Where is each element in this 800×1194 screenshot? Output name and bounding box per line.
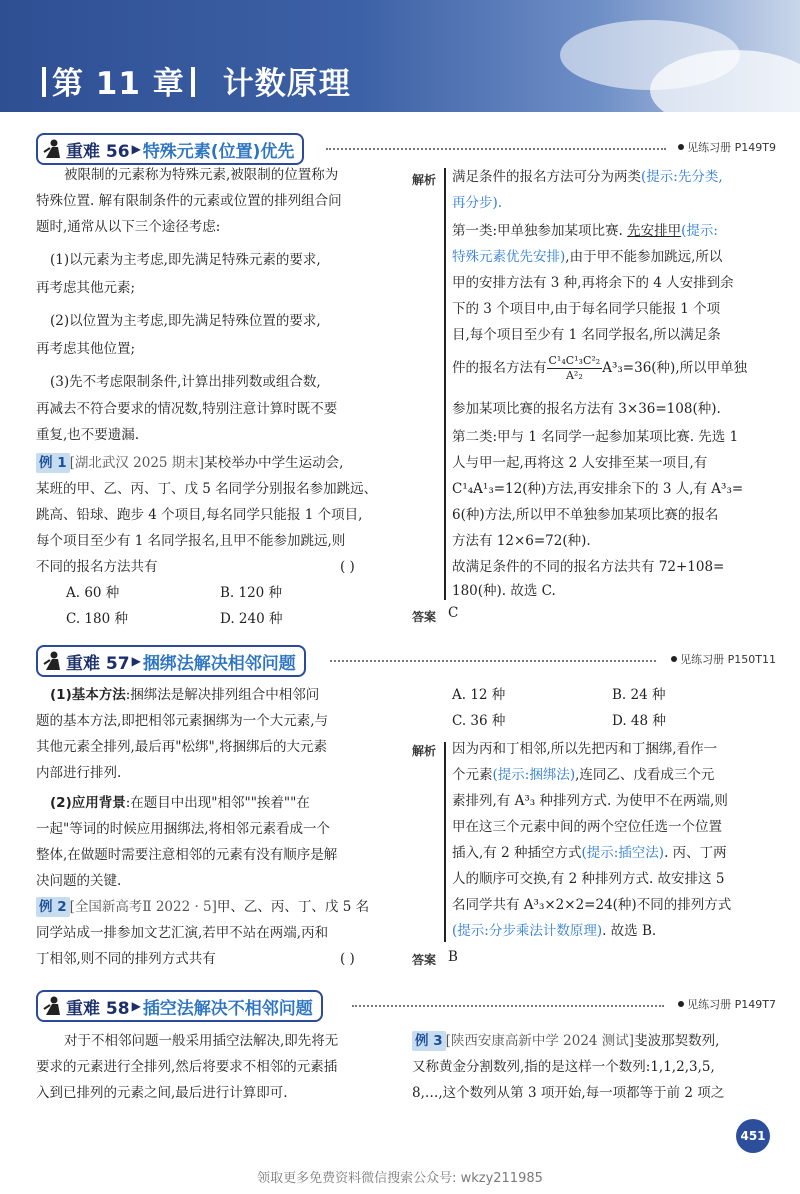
workbook-reference: 见练习册 P149T9 bbox=[678, 139, 776, 155]
text-line: (2)应用背景:在题目中出现"相邻""挨着""在 bbox=[50, 795, 310, 811]
section-title-pill: 重难 58 ▶ 插空法解决不相邻问题 bbox=[36, 990, 323, 1022]
text-line: 再减去不符合要求的情况数,特别注意计算时既不要 bbox=[36, 401, 338, 417]
text-line: 再考虑其他位置; bbox=[36, 341, 136, 357]
text-line: 题的基本方法,即把相邻元素捆绑为一个大元素,与 bbox=[36, 713, 329, 729]
hint-text: (提示:插空法) bbox=[581, 845, 665, 861]
option-a: A. 12 种 bbox=[452, 687, 506, 703]
option-c: C. 180 种 bbox=[66, 611, 128, 627]
hint-text: (提示:捆绑法) bbox=[492, 767, 576, 783]
text-line: 决问题的关键. bbox=[36, 873, 122, 889]
example-tag: 例 3 bbox=[412, 1031, 446, 1051]
footer-watermark: 领取更多免费资料微信搜索公众号: wkzy211985 bbox=[257, 1171, 543, 1186]
chapter-banner bbox=[0, 0, 800, 112]
pencil-figure-icon bbox=[42, 995, 62, 1017]
text-line: 不同的报名方法共有 bbox=[36, 559, 158, 575]
solution-line: 目,每个项目至少有 1 名同学报名,所以满足条 bbox=[452, 327, 721, 343]
section-number: 重难 56 bbox=[66, 141, 130, 162]
example-source: [陕西安康高新中学 2024 测试] bbox=[445, 1033, 635, 1049]
analysis-label: 解析 bbox=[412, 173, 437, 187]
example-source: [全国新高考Ⅱ 2022 · 5] bbox=[69, 899, 217, 915]
text-line: 8,…,这个数列从第 3 项开始,每一项都等于前 2 项之 bbox=[412, 1085, 725, 1101]
answer-paren: ( ) bbox=[340, 559, 355, 575]
section-header-56 bbox=[36, 133, 776, 165]
answer-value: B bbox=[448, 949, 458, 965]
solution-line: 180(种). 故选 C. bbox=[452, 583, 556, 599]
option-c: C. 36 种 bbox=[452, 713, 506, 729]
text-line: 每个项目至少有 1 名同学报名,且甲不能参加跳远,则 bbox=[36, 533, 346, 549]
option-d: D. 240 种 bbox=[220, 611, 283, 627]
section-number: 重难 57 bbox=[66, 653, 130, 674]
solution-line: 故满足条件的不同的报名方法共有 72+108= bbox=[452, 559, 725, 575]
text-line: 入到已排列的元素之间,最后进行计算即可. bbox=[36, 1085, 288, 1101]
solution-line: (提示:分步乘法计数原理). 故选 B. bbox=[452, 923, 657, 939]
solution-line: 素排列,有 A³₃ 种排列方式. 为使甲不在两端,则 bbox=[452, 793, 728, 809]
text-line: 特殊位置. 解有限制条件的元素或位置的排列组合问 bbox=[36, 193, 342, 209]
solution-line: C¹₄A¹₃=12(种)方法,再安排余下的 3 人,有 A³₃= bbox=[452, 481, 744, 497]
answer-label: 答案 bbox=[412, 953, 437, 967]
solution-line: 名同学共有 A³₃×2×2=24(种)不同的排列方式 bbox=[452, 897, 732, 913]
solution-line: 甲的安排方法有 3 种,再将余下的 4 人安排到余 bbox=[452, 275, 734, 291]
solution-line: 特殊元素优先安排),由于甲不能参加跳远,所以 bbox=[452, 249, 723, 265]
solution-divider bbox=[444, 742, 446, 942]
hint-text: (提示:分步乘法计数原理) bbox=[452, 923, 603, 939]
section-title: 特殊元素(位置)优先 bbox=[142, 141, 295, 162]
example-tag: 例 1 bbox=[36, 453, 70, 473]
answer-value: C bbox=[448, 605, 459, 621]
example-header: 例 1 [湖北武汉 2025 期末]某校举办中学生运动会, bbox=[36, 450, 343, 476]
option-b: B. 24 种 bbox=[612, 687, 666, 703]
solution-line: 插入,有 2 种插空方式(提示:插空法). 丙、丁两 bbox=[452, 845, 727, 861]
section-number: 重难 58 bbox=[66, 998, 130, 1019]
hint-text: (提示:先分类, bbox=[641, 169, 723, 185]
solution-line: 参加某项比赛的报名方法有 3×36=108(种). bbox=[452, 401, 721, 417]
solution-divider bbox=[444, 168, 446, 600]
text-line: 一起"等词的时候应用捆绑法,将相邻元素看成一个 bbox=[36, 821, 331, 837]
text-line: (3)先不考虑限制条件,计算出排列数或组合数, bbox=[50, 374, 321, 390]
section-header-58 bbox=[36, 990, 776, 1022]
hint-text: 再分步). bbox=[452, 195, 503, 211]
option-d: D. 48 种 bbox=[612, 713, 666, 729]
text-line: (1)基本方法:捆绑法是解决排列组合中相邻问 bbox=[50, 687, 320, 703]
example-source: [湖北武汉 2025 期末] bbox=[69, 455, 205, 471]
text-line: 其他元素全排列,最后再"松绑",将捆绑后的大元素 bbox=[36, 739, 328, 755]
section-header-57 bbox=[36, 645, 776, 677]
hint-text: (提示: bbox=[681, 223, 718, 239]
solution-line: 第一类:甲单独参加某项比赛. 先安排甲(提示: bbox=[452, 223, 718, 239]
chapter-label: 第 11 章 bbox=[52, 66, 185, 102]
solution-line: 满足条件的报名方法可分为两类(提示:先分类, bbox=[452, 169, 723, 185]
option-a: A. 60 种 bbox=[66, 585, 120, 601]
solution-line: 人的顺序可交换,有 2 种排列方式. 故安排这 5 bbox=[452, 871, 725, 887]
section-title-pill: 重难 57 ▶ 捆绑法解决相邻问题 bbox=[36, 645, 306, 677]
fraction: $\frac{\text{C¹₄C¹₃C²₂}}{\text{A²₂}}$ bbox=[548, 354, 601, 382]
solution-line: 个元素(提示:捆绑法),连同乙、戊看成三个元 bbox=[452, 767, 715, 783]
example-header: 例 2 [全国新高考Ⅱ 2022 · 5]甲、乙、丙、丁、戊 5 名 bbox=[36, 894, 369, 920]
text-line: 内部进行排列. bbox=[36, 765, 122, 781]
answer-label: 答案 bbox=[412, 610, 437, 624]
text-line: (2)以位置为主考虑,即先满足特殊位置的要求, bbox=[50, 313, 321, 329]
workbook-reference: 见练习册 P149T7 bbox=[678, 996, 776, 1012]
workbook-reference: 见练习册 P150T11 bbox=[671, 651, 776, 667]
answer-paren: ( ) bbox=[340, 951, 355, 967]
text-line: 题时,通常从以下三个途径考虑: bbox=[36, 219, 221, 235]
chapter-title: 计数原理 bbox=[222, 66, 351, 102]
text-line: 同学站成一排参加文艺汇演,若甲不站在两端,丙和 bbox=[36, 925, 329, 941]
text-line: 丁相邻,则不同的排列方式共有 bbox=[36, 951, 216, 967]
text-line: (1)以元素为主考虑,即先满足特殊元素的要求, bbox=[50, 252, 321, 268]
solution-line bbox=[452, 190, 502, 216]
solution-line: 甲在这三个元素中间的两个空位任选一个位置 bbox=[452, 819, 722, 835]
chapter-heading bbox=[36, 58, 351, 103]
page-number: 451 bbox=[736, 1119, 770, 1153]
text-line: 重复,也不要遗漏. bbox=[36, 427, 140, 443]
section-title: 插空法解决不相邻问题 bbox=[142, 998, 313, 1019]
hint-text: 特殊元素优先安排) bbox=[452, 249, 566, 265]
solution-line: 方法有 12×6=72(种). bbox=[452, 533, 591, 549]
text-line: 某班的甲、乙、丙、丁、戊 5 名同学分别报名参加跳远、 bbox=[36, 481, 378, 497]
pencil-figure-icon bbox=[42, 650, 62, 672]
solution-line: 6(种)方法,所以甲不单独参加某项比赛的报名 bbox=[452, 507, 719, 523]
text-line: 又称黄金分割数列,指的是这样一个数列:1,1,2,3,5, bbox=[412, 1059, 715, 1075]
text-line: 要求的元素进行全排列,然后将要求不相邻的元素插 bbox=[36, 1059, 338, 1075]
analysis-label: 解析 bbox=[412, 744, 437, 758]
solution-line: 第二类:甲与 1 名同学一起参加某项比赛. 先选 1 bbox=[452, 429, 739, 445]
option-b: B. 120 种 bbox=[220, 585, 283, 601]
text-line: 整体,在做题时需要注意相邻的元素有没有顺序是解 bbox=[36, 847, 338, 863]
text-line: 被限制的元素称为特殊元素,被限制的位置称为 bbox=[64, 167, 339, 183]
text-line: 对于不相邻问题一般采用插空法解决,即先将无 bbox=[64, 1033, 339, 1049]
section-title-pill: 重难 56 ▶ 特殊元素(位置)优先 bbox=[36, 133, 304, 165]
solution-line: 件的报名方法有 $\frac{\text{C¹₄C¹₃C²₂}}{\text{A²₂}}$ A³₃=36(种),所以甲单独 bbox=[452, 354, 748, 382]
text-line: 跳高、铅球、跑步 4 个项目,每名同学只能报 1 个项目, bbox=[36, 507, 363, 523]
section-title: 捆绑法解决相邻问题 bbox=[142, 653, 296, 674]
pencil-figure-icon bbox=[42, 138, 62, 160]
solution-line: 因为丙和丁相邻,所以先把丙和丁捆绑,看作一 bbox=[452, 741, 718, 757]
example-header: 例 3 [陕西安康高新中学 2024 测试]斐波那契数列, bbox=[412, 1028, 719, 1054]
example-tag: 例 2 bbox=[36, 897, 70, 917]
text-line: 再考虑其他元素; bbox=[36, 280, 136, 296]
solution-line: 人与甲一起,再将这 2 人安排至某一项目,有 bbox=[452, 455, 708, 471]
solution-line: 下的 3 个项目中,由于每名同学只能报 1 个项 bbox=[452, 301, 721, 317]
